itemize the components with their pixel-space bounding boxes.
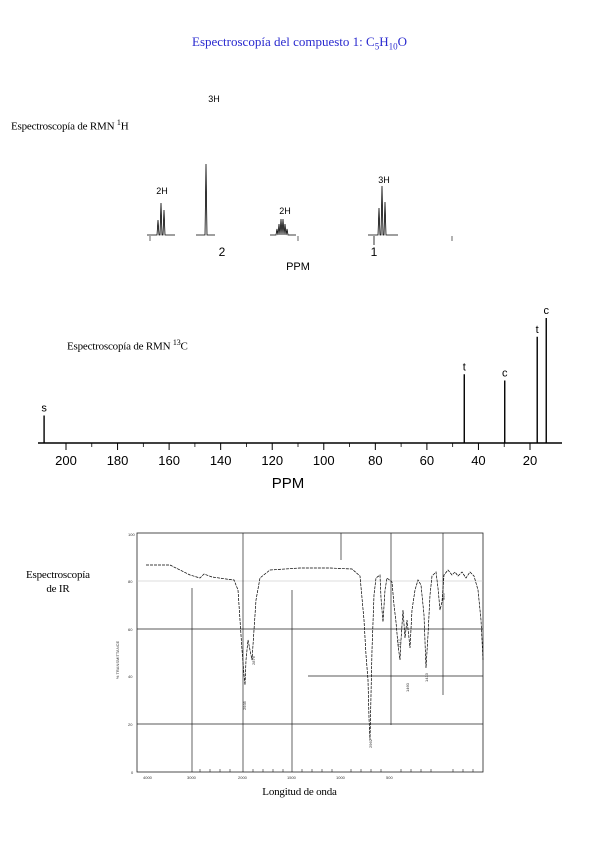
ir-peak-label: 1717 xyxy=(397,639,402,648)
c-tick-label: 140 xyxy=(209,453,232,468)
c-nmr-label: Espectroscopía de RMN $^{13}$C xyxy=(67,338,188,353)
h-peak-label: 3H xyxy=(208,94,220,104)
c-nmr-spectrum xyxy=(0,296,599,496)
h-peak-label: 2H xyxy=(279,206,291,216)
ir-peak-label: 2962 xyxy=(368,739,373,748)
c-tick-label: 20 xyxy=(522,453,538,468)
c-peak-label: c xyxy=(501,367,508,380)
c-tick-label: 120 xyxy=(261,453,284,468)
ir-ytick: 0 xyxy=(131,770,134,775)
ir-ytick: 40 xyxy=(128,674,133,679)
h-peak-triplet-3h xyxy=(368,186,398,235)
c-peak-label: s xyxy=(41,402,47,415)
ir-peak-label: 1413 xyxy=(424,673,429,682)
ir-minor-ticks xyxy=(200,769,473,772)
c-peak-label: t xyxy=(535,323,539,336)
h-peak-label: 3H xyxy=(378,175,390,185)
h-peak-triplet-2h xyxy=(147,203,175,235)
ir-xtick: 3000 xyxy=(187,775,196,780)
h-nmr-label: Espectroscopía de RMN $^1$H xyxy=(11,118,129,133)
h-nmr-spectrum xyxy=(0,88,599,283)
ir-peak-label: 2935 xyxy=(242,701,247,710)
ir-label: Espectroscopía de IR xyxy=(26,569,90,595)
h-tick-label: 2 xyxy=(218,245,226,259)
ir-xtick: 1500 xyxy=(287,775,296,780)
ir-ytick: 60 xyxy=(128,627,133,632)
h-peak-sextet-2h xyxy=(270,219,296,235)
c-tick-label: 60 xyxy=(419,453,435,468)
c-tick-label: 160 xyxy=(158,453,180,468)
c-peak-label: c xyxy=(543,305,549,317)
ir-peak-label: 955 xyxy=(441,593,446,600)
ir-spectrum xyxy=(0,520,599,790)
ir-xtick: 500 xyxy=(386,775,393,780)
c-tick-label: 200 xyxy=(55,453,77,468)
ir-xtick: 2000 xyxy=(238,775,247,780)
ir-peak-label: 2876 xyxy=(251,656,256,665)
c-tick-label: 100 xyxy=(312,453,335,468)
page-title: Espectroscopía del compuesto 1: $C_5H_{10}O$ xyxy=(192,34,407,52)
ir-ytick: 80 xyxy=(128,579,133,584)
ir-peak-label: 1460 xyxy=(405,683,410,692)
ir-ylabel: % TRANSMITTANCE xyxy=(115,640,120,680)
c-tick-label: 180 xyxy=(106,453,129,468)
c-xlabel: PPM xyxy=(271,475,305,492)
ir-trace xyxy=(146,565,483,740)
ir-xtick: 1000 xyxy=(336,775,345,780)
h-tick-label: 1 xyxy=(370,245,378,259)
h-peak-singlet-3h xyxy=(196,164,215,235)
ir-ytick: 100 xyxy=(128,532,135,537)
ir-ytick: 20 xyxy=(128,722,133,727)
ir-frame xyxy=(137,533,483,772)
h-peak-label: 2H xyxy=(156,186,168,196)
c-peak-label: t xyxy=(462,361,466,374)
c-tick-label: 40 xyxy=(471,453,486,468)
ir-xlabel: Longitud de onda xyxy=(262,786,337,798)
h-xlabel: PPM xyxy=(286,261,310,273)
ir-xtick: 4000 xyxy=(143,775,152,780)
c-tick-label: 80 xyxy=(368,453,383,468)
